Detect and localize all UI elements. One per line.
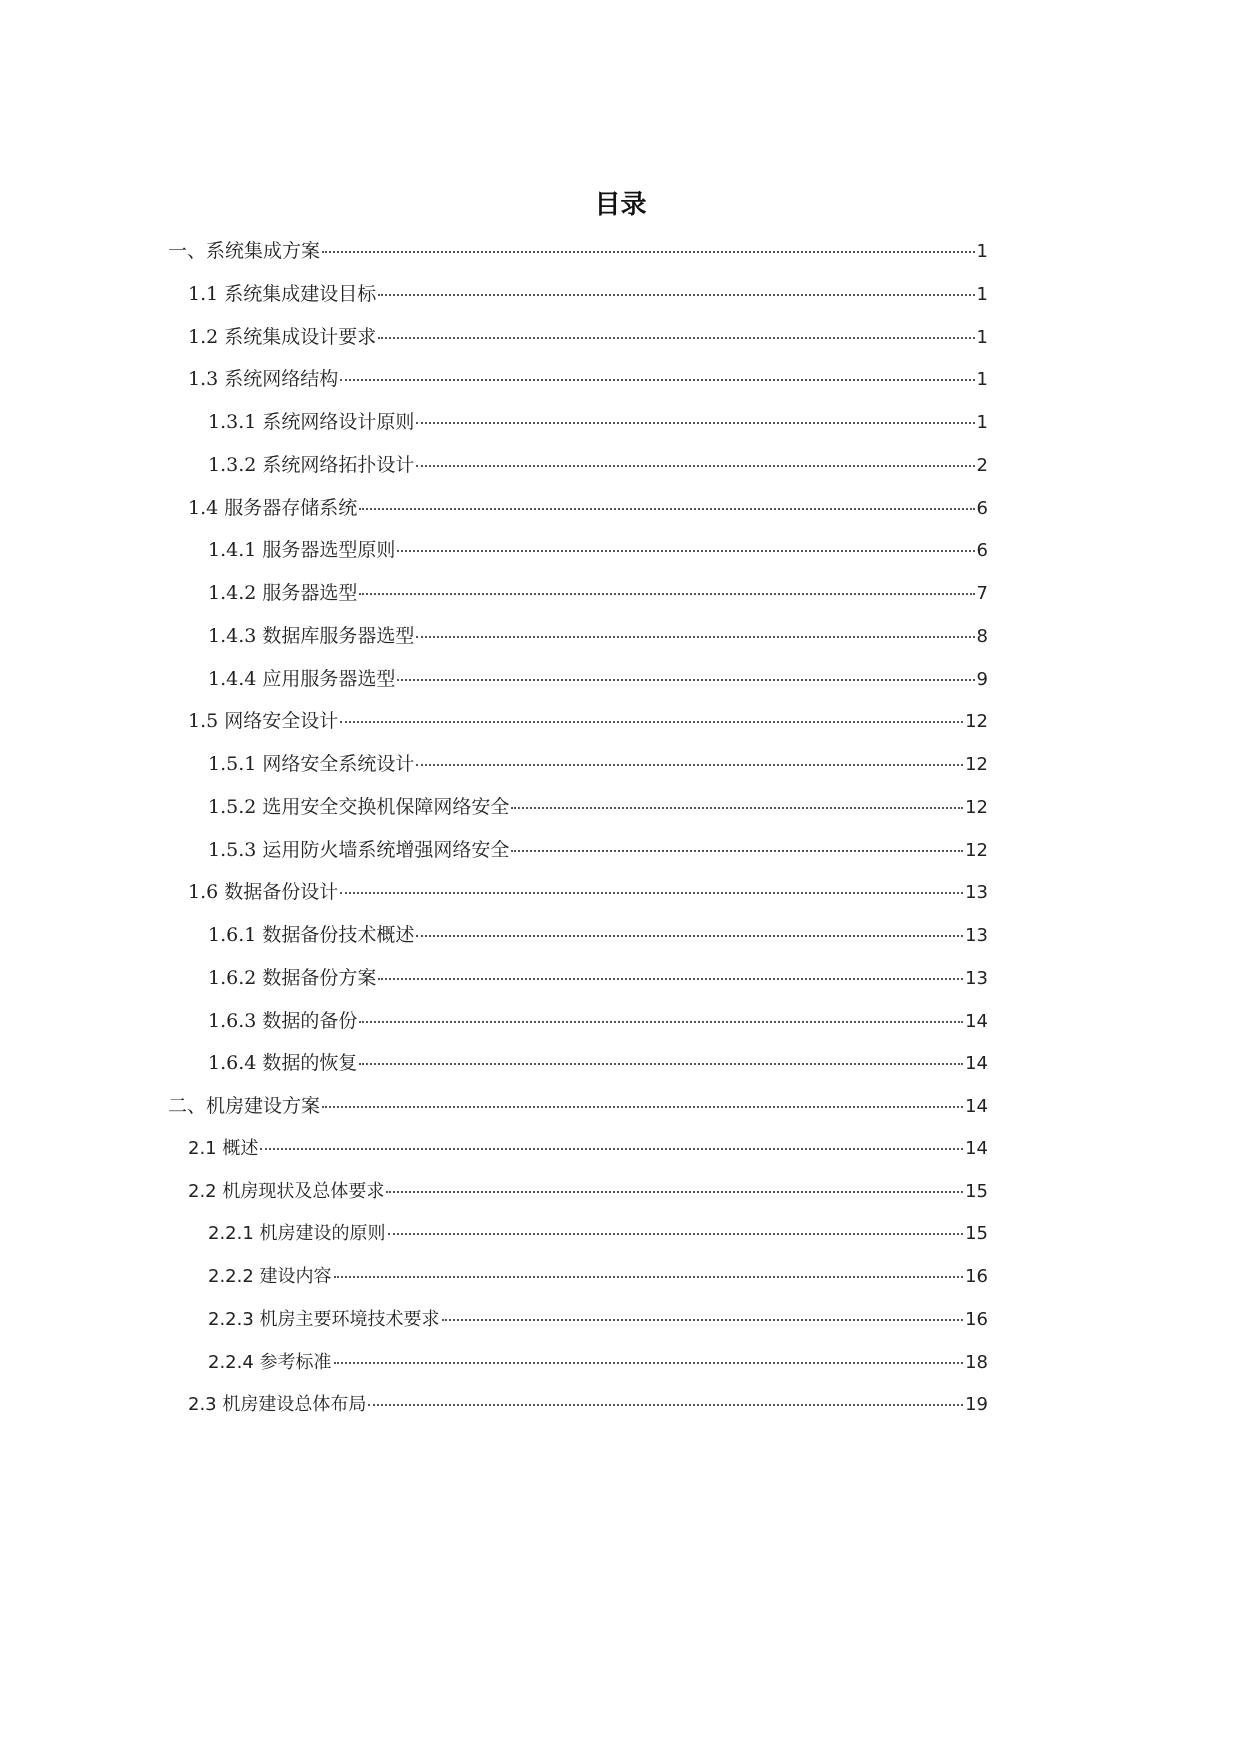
toc-entry-label: 1.1 系统集成建设目标 bbox=[188, 282, 377, 305]
toc-entry-page-number: 1 bbox=[976, 369, 988, 391]
toc-entry[interactable] bbox=[208, 664, 988, 694]
toc-entry-label: 1.4.4 应用服务器选型 bbox=[208, 667, 396, 690]
toc-dot-leader bbox=[386, 1185, 963, 1193]
toc-entry-label: 1.3.1 系统网络设计原则 bbox=[208, 411, 415, 433]
toc-dot-leader bbox=[388, 1227, 964, 1235]
toc-dot-leader bbox=[378, 972, 963, 980]
toc-entry-label: 1.3 系统网络结构 bbox=[188, 368, 339, 391]
toc-entry-page-number: 14 bbox=[965, 1096, 988, 1117]
toc-entry-label: 2.2 机房现状及总体要求 bbox=[188, 1180, 385, 1202]
toc-entry[interactable] bbox=[208, 450, 988, 480]
toc-entry[interactable] bbox=[188, 1134, 988, 1164]
toc-entry-page-number: 1 bbox=[976, 283, 988, 305]
toc-entry[interactable] bbox=[188, 364, 988, 394]
toc-dot-leader bbox=[368, 1398, 963, 1406]
toc-dot-leader bbox=[511, 844, 963, 852]
toc-dot-leader bbox=[416, 929, 963, 937]
toc-entry-page-number: 12 bbox=[965, 711, 988, 733]
toc-entry[interactable] bbox=[208, 1006, 988, 1036]
toc-dot-leader bbox=[397, 544, 974, 552]
toc-entry-label: 2.2.3 机房主要环境技术要求 bbox=[208, 1308, 440, 1330]
toc-entry-page-number: 12 bbox=[965, 796, 988, 818]
toc-entry[interactable] bbox=[188, 1177, 988, 1207]
toc-entry-page-number: 18 bbox=[965, 1351, 988, 1373]
toc-entry[interactable] bbox=[168, 1091, 988, 1121]
toc-entry-label: 1.6.2 数据备份方案 bbox=[208, 966, 377, 989]
toc-entry-label: 一、系统集成方案 bbox=[168, 240, 321, 262]
toc-entry[interactable] bbox=[188, 493, 988, 523]
toc-entry[interactable] bbox=[208, 920, 988, 950]
toc-entry-page-number: 9 bbox=[976, 668, 988, 690]
toc-entry[interactable] bbox=[208, 578, 988, 608]
toc-entry[interactable] bbox=[208, 1305, 988, 1335]
toc-entry-label: 1.4.1 服务器选型原则 bbox=[208, 539, 396, 562]
toc-entry-page-number: 1 bbox=[976, 326, 988, 348]
toc-entry[interactable] bbox=[168, 236, 988, 266]
toc-dot-leader bbox=[359, 502, 974, 510]
toc-entry-label: 1.5 网络安全设计 bbox=[188, 710, 339, 733]
toc-entry-label: 1.6.4 数据的恢复 bbox=[208, 1052, 358, 1075]
toc-entry[interactable] bbox=[208, 1048, 988, 1078]
toc-dot-leader bbox=[359, 587, 974, 595]
toc-entry-page-number: 1 bbox=[976, 412, 988, 433]
toc-entry-page-number: 16 bbox=[965, 1266, 988, 1287]
toc-entry-page-number: 6 bbox=[976, 540, 988, 562]
toc-entry-page-number: 14 bbox=[965, 1053, 988, 1075]
toc-entry[interactable] bbox=[208, 835, 988, 865]
toc-entry-page-number: 16 bbox=[965, 1308, 988, 1330]
toc-entry[interactable] bbox=[188, 706, 988, 736]
toc-dot-leader bbox=[334, 1356, 964, 1364]
toc-dot-leader bbox=[334, 1270, 964, 1278]
toc-dot-leader bbox=[442, 1313, 964, 1321]
toc-entry-page-number: 8 bbox=[976, 625, 988, 647]
toc-entry-page-number: 15 bbox=[965, 1223, 988, 1245]
toc-entry-label: 1.6 数据备份设计 bbox=[188, 881, 339, 904]
toc-dot-leader bbox=[397, 673, 974, 681]
toc-entry-page-number: 1 bbox=[976, 241, 988, 262]
toc-entry-page-number: 6 bbox=[976, 497, 988, 519]
toc-entry[interactable] bbox=[208, 749, 988, 779]
toc-dot-leader bbox=[378, 288, 974, 296]
toc-dot-leader bbox=[260, 1142, 963, 1150]
toc-entry[interactable] bbox=[188, 877, 988, 907]
toc-entry[interactable] bbox=[208, 792, 988, 822]
toc-entry-label: 2.1 概述 bbox=[188, 1137, 259, 1159]
toc-entry-page-number: 14 bbox=[965, 1137, 988, 1159]
toc-entry-label: 1.4 服务器存储系统 bbox=[188, 496, 358, 519]
toc-dot-leader bbox=[340, 715, 963, 723]
toc-entry-page-number: 14 bbox=[965, 1010, 988, 1032]
toc-entry-page-number: 15 bbox=[965, 1180, 988, 1202]
toc-entry-label: 1.4.2 服务器选型 bbox=[208, 582, 358, 604]
toc-entry-label: 2.2.2 建设内容 bbox=[208, 1266, 332, 1287]
toc-entry-label: 1.6.1 数据备份技术概述 bbox=[208, 924, 415, 946]
toc-entry-page-number: 2 bbox=[976, 454, 988, 476]
toc-entry-label: 1.5.1 网络安全系统设计 bbox=[208, 753, 415, 775]
toc-dot-leader bbox=[322, 1100, 963, 1108]
toc-entry-label: 1.4.3 数据库服务器选型 bbox=[208, 624, 415, 647]
toc-entry[interactable] bbox=[188, 322, 988, 352]
toc-entry-label: 二、机房建设方案 bbox=[168, 1095, 321, 1117]
toc-entry-label: 2.2.1 机房建设的原则 bbox=[208, 1223, 386, 1245]
toc-entry-label: 1.6.3 数据的备份 bbox=[208, 1009, 358, 1032]
toc-dot-leader bbox=[416, 758, 963, 766]
toc-entry-page-number: 7 bbox=[976, 583, 988, 604]
toc-dot-leader bbox=[340, 886, 963, 894]
toc-dot-leader bbox=[359, 1057, 963, 1065]
toc-entry[interactable] bbox=[188, 279, 988, 309]
page-title: 目录 bbox=[594, 190, 647, 220]
toc-entry[interactable] bbox=[208, 1262, 988, 1292]
toc-entry-label: 1.3.2 系统网络拓扑设计 bbox=[208, 453, 415, 476]
toc-entry[interactable] bbox=[208, 621, 988, 651]
toc-entry-label: 1.5.3 运用防火墙系统增强网络安全 bbox=[208, 838, 510, 861]
toc-entry-label: 1.2 系统集成设计要求 bbox=[188, 325, 377, 348]
toc-entry[interactable] bbox=[208, 1348, 988, 1378]
toc-dot-leader bbox=[378, 331, 974, 339]
toc-entry-page-number: 12 bbox=[965, 839, 988, 861]
toc-entry[interactable] bbox=[208, 535, 988, 565]
toc-entry-page-number: 13 bbox=[965, 882, 988, 904]
toc-entry[interactable] bbox=[208, 1219, 988, 1249]
toc-entry-page-number: 13 bbox=[965, 967, 988, 989]
toc-entry[interactable] bbox=[208, 963, 988, 993]
toc-entry-label: 1.5.2 选用安全交换机保障网络安全 bbox=[208, 795, 510, 818]
toc-entry-label: 2.3 机房建设总体布局 bbox=[188, 1394, 367, 1416]
toc-entry-label: 2.2.4 参考标准 bbox=[208, 1351, 332, 1373]
toc-dot-leader bbox=[416, 630, 974, 638]
toc-dot-leader bbox=[416, 459, 974, 467]
toc-dot-leader bbox=[322, 245, 975, 253]
toc-entry-page-number: 19 bbox=[965, 1394, 988, 1416]
toc-dot-leader bbox=[359, 1015, 963, 1023]
toc-entry-page-number: 12 bbox=[965, 754, 988, 775]
toc-dot-leader bbox=[416, 416, 974, 424]
toc-entry-page-number: 13 bbox=[965, 925, 988, 946]
toc-dot-leader bbox=[511, 801, 963, 809]
toc-entry[interactable] bbox=[208, 407, 988, 437]
toc-entry[interactable] bbox=[188, 1390, 988, 1420]
toc-dot-leader bbox=[340, 373, 974, 381]
